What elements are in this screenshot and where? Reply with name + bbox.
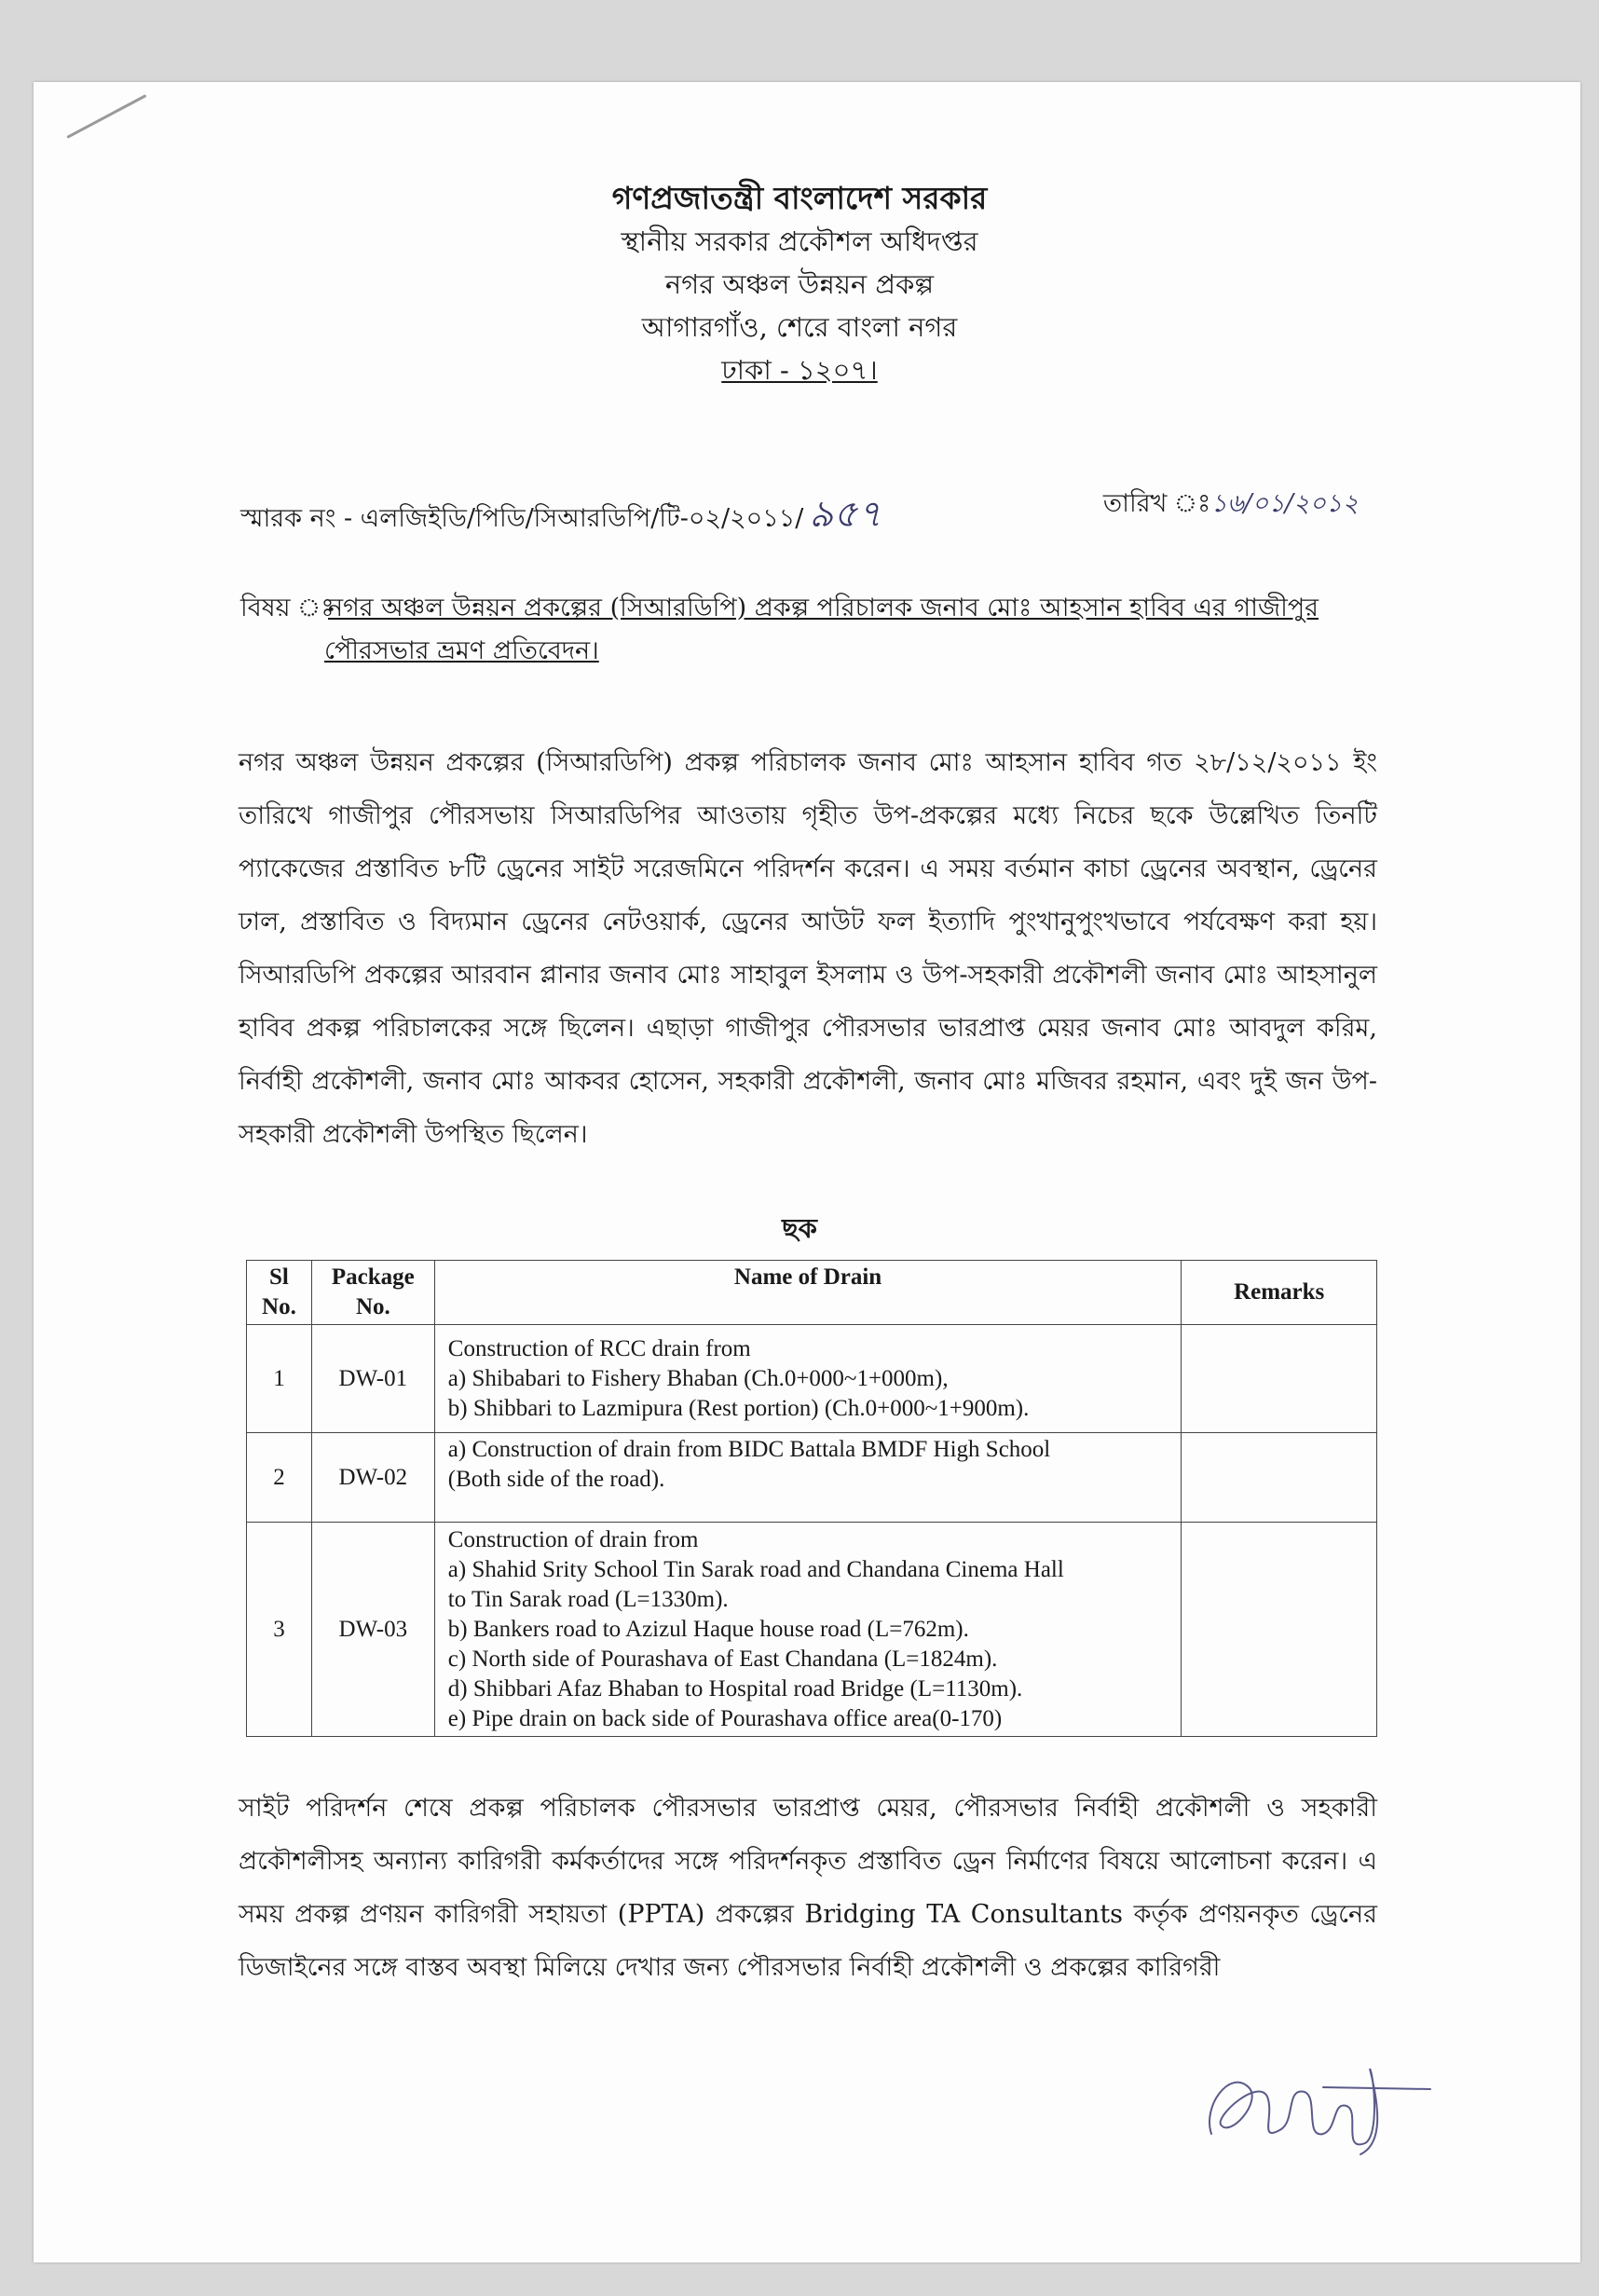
letterhead (0, 177, 1599, 391)
drain-table (246, 1260, 1377, 1737)
drain-line: d) Shibbari Afaz Bhaban to Hospital road Bridge (L=1130m). (447, 1675, 1023, 1702)
memo-number (240, 485, 882, 547)
table-row (247, 1523, 1377, 1737)
table-row (247, 1433, 1377, 1523)
subject-line-2: পৌরসভার ভ্রমণ প্রতিবেদন। (324, 636, 599, 665)
cell-drain-name (434, 1325, 1182, 1433)
drain-line: (Both side of the road). (447, 1467, 665, 1492)
drain-line: b) Shibbari to Lazmipura (Rest portion) (Ch.0+000~1+900m). (447, 1395, 1030, 1421)
body-paragraph-1: নগর অঞ্চল উন্নয়ন প্রকল্পের (সিআরডিপি) প্রকল্প পরিচালক জনাব মোঃ আহসান হাবিব গত ২৮/১২/২০১১ ইং তারিখে গাজীপুর পৌরসভায় সিআরডিপির আওতায় গৃহীত উপ-প্রকল্পের মধ্যে নিচের ছকে উল্লেখিত তিনটি প্যাকেজের প্রস্তাবিত ৮টি ড্রেনের সাইট সরেজমিনে পরিদর্শন করেন। এ সময় বর্তমান কাচা ড্রেনের অবস্থান, ড্রেনের ঢাল, প্রস্তাবিত ও বিদ্যমান ড্রেনের নেটওয়ার্ক, ড্রেনের আউট ফল ইত্যাদি পুংখানুপুংখভাবে পর্যবেক্ষণ করা হয়। সিআরডিপি প্রকল্পের আরবান প্লানার জনাব মোঃ সাহাবুল ইসলাম ও উপ-সহকারী প্রকৌশলী জনাব মোঃ আহসানুল হাবিব প্রকল্প পরিচালকের সঙ্গে ছিলেন। এছাড়া গাজীপুর পৌরসভার ভারপ্রাপ্ত মেয়র জনাব মোঃ আবদুল করিম, নির্বাহী প্রকৌশলী, জনাব মোঃ আকবর হোসেন, সহকারী প্রকৌশলী, জনাব মোঃ মজিবর রহমান, এবং দুই জন উপ-সহকারী প্রকৌশলী উপস্থিত ছিলেন। (239, 748, 1377, 1149)
drain-line: a) Shahid Srity School Tin Sarak road and Chandana Cinema Hall (447, 1556, 1064, 1582)
memo-number-handwritten: ৯৫৭ (809, 493, 882, 536)
subject-label: বিষয় ঃ (240, 594, 335, 622)
drain-line: Construction of drain from (447, 1526, 699, 1552)
address-line: আগারগাঁও, শেরে বাংলা নগর (641, 311, 958, 343)
city-line: ঢাকা - ১২০৭। (721, 354, 878, 386)
header-package: Package No. (311, 1261, 434, 1325)
drain-line: a) Shibabari to Fishery Bhaban (Ch.0+000~1+000m), (447, 1365, 949, 1391)
drain-line: to Tin Sarak road (L=1330m). (447, 1586, 729, 1612)
project-name: নগর অঞ্চল উন্নয়ন প্রকল্প (664, 268, 935, 300)
cell-package: DW-02 (311, 1433, 434, 1523)
header-remarks: Remarks (1182, 1261, 1377, 1325)
cell-sl: 2 (247, 1433, 312, 1523)
cell-package: DW-01 (311, 1325, 434, 1433)
cell-remarks (1182, 1523, 1377, 1737)
drain-line: a) Construction of drain from BIDC Battala BMDF High School (447, 1437, 1051, 1462)
cell-remarks (1182, 1433, 1377, 1523)
memo-reference-row (240, 475, 1359, 536)
subject-block (240, 587, 1377, 673)
cell-package: DW-03 (311, 1523, 434, 1737)
cell-drain-name (434, 1523, 1182, 1737)
memo-date (1103, 485, 1359, 526)
drain-line: Construction of RCC drain from (447, 1335, 751, 1361)
drain-line: e) Pipe drain on back side of Pourashava office area(0-170) (447, 1705, 1003, 1731)
memo-number-label: স্মারক নং - এলজিইডি/পিডি/সিআরডিপি/টি-০২/২০১১/ (240, 504, 804, 533)
handwritten-signature (1193, 2050, 1435, 2162)
government-title: গণপ্রজাতন্ত্রী বাংলাদেশ সরকার (611, 180, 988, 216)
date-value: ১৬/০১/২০১২ (1210, 489, 1359, 518)
header-name-of-drain: Name of Drain (434, 1261, 1182, 1325)
table-caption: ছক (782, 1212, 817, 1244)
drain-line: c) North side of Pourashava of East Chandana (L=1824m). (447, 1646, 998, 1672)
table-header-row (247, 1261, 1377, 1325)
date-label: তারিখ ঃ (1102, 489, 1211, 518)
department-name: স্থানীয় সরকার প্রকৌশল অধিদপ্তর (621, 226, 978, 257)
header-sl: Sl No. (247, 1261, 312, 1325)
cell-remarks (1182, 1325, 1377, 1433)
drain-line: b) Bankers road to Azizul Haque house road (L=762m). (447, 1616, 969, 1642)
cell-sl: 1 (247, 1325, 312, 1433)
cell-sl: 3 (247, 1523, 312, 1737)
table-row (247, 1325, 1377, 1433)
subject-line-1: নগর অঞ্চল উন্নয়ন প্রকল্পের (সিআরডিপি) প্রকল্প পরিচালক জনাব মোঃ আহসান হাবিব এর গাজীপুর (328, 594, 1319, 622)
cell-drain-name (434, 1433, 1182, 1523)
body-paragraph-2: সাইট পরিদর্শন শেষে প্রকল্প পরিচালক পৌরসভার ভারপ্রাপ্ত মেয়র, পৌরসভার নির্বাহী প্রকৌশলী ও সহকারী প্রকৌশলীসহ অন্যান্য কারিগরী কর্মকর্তাদের সঙ্গে পরিদর্শনকৃত প্রস্তাবিত ড্রেন নির্মাণের বিষয়ে আলোচনা করেন। এ সময় প্রকল্প প্রণয়ন কারিগরী সহায়তা (PPTA) প্রকল্পের Bridging TA Consultants কর্তৃক প্রণয়নকৃত ড্রেনের ডিজাইনের সঙ্গে বাস্তব অবস্থা মিলিয়ে দেখার জন্য পৌরসভার নির্বাহী প্রকৌশলী ও প্রকল্পের কারিগরী (239, 1794, 1377, 1982)
